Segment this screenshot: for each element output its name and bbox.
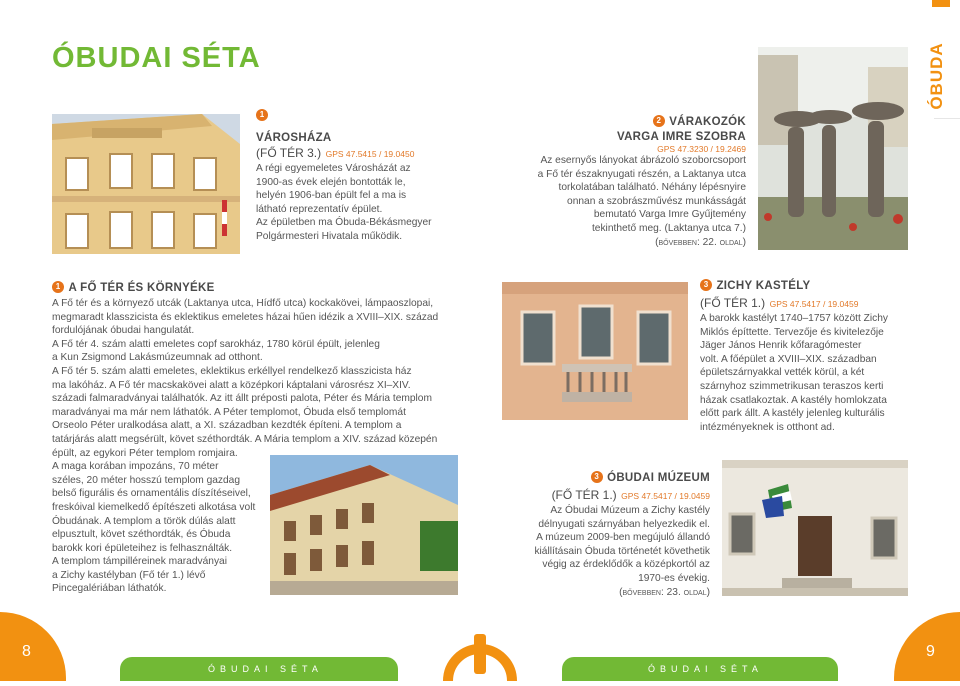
text-line: a Fő tér északnyugati részén, a Laktanya utca — [537, 168, 746, 180]
text-line: Miklós építtette. Tervezője és kivitelezője — [700, 326, 884, 338]
museum-address: (FŐ TÉR 1.) — [551, 488, 617, 502]
zichy-address-row — [700, 294, 910, 312]
text-line: fordulójának óbudai hangulatát. — [52, 325, 195, 337]
text-line: Az esernyős lányokat ábrázoló szoborcsoport — [540, 155, 746, 166]
left-corner — [0, 612, 66, 681]
text-line: széles, 20 méter hosszú templom gazdag — [52, 474, 240, 486]
museum-heading: ÓBUDAI MÚZEUM — [607, 472, 710, 484]
fo-ter-number: 1 — [52, 281, 64, 293]
text-line: A Fő tér 5. szám alatti emeletes, eklektikus erkéllyel rendelkező klasszicista ház — [52, 365, 412, 377]
text-line: Jäger János Henrik kőfaragómester — [700, 340, 862, 352]
page-number-left: 8 — [22, 643, 31, 660]
museum-block — [500, 468, 710, 599]
varakozok-subheading: VARGA IMRE SZOBRA — [616, 131, 746, 143]
text-line: 1970-es évekig. — [638, 572, 710, 584]
city-hall-address-row — [256, 144, 466, 162]
text-line: A Fő tér 4. szám alatti emeletes copf sarokház, 1780 körül épült, jelenleg — [52, 338, 380, 350]
text-line: látható reprezentatív épület. — [256, 203, 383, 215]
text-line: onnan a szobrászművész munkásságát — [567, 195, 746, 207]
text-line: A múzeum 2009-ben megújuló állandó — [536, 532, 710, 544]
page-title: ÓBUDAI SÉTA — [52, 42, 261, 74]
text-line: Az épületben ma Óbuda-Békásmegyer — [256, 217, 432, 229]
museum-address-row — [500, 486, 710, 504]
zichy-block — [700, 276, 910, 434]
text-line: freskóival kiemelkedő építészeti alkotása volt — [52, 501, 256, 513]
text-line: A barokk kastélyt 1740–1757 között Zichy — [700, 313, 889, 324]
text-line: A régi egyemeletes Városházát az — [256, 163, 411, 174]
varakozok-gps: GPS 47.3230 / 19.2469 — [657, 144, 746, 154]
main-square-photo — [270, 455, 458, 595]
varakozok-badge-row — [500, 112, 746, 130]
footer-text-left: ÓBUDAI SÉTA — [208, 664, 323, 674]
text-line: Orseolo Péter uralkodása alatt, a XI. században kezdték építeni. A templom a — [52, 420, 402, 432]
corner-tab — [932, 0, 950, 7]
zichy-heading-row — [700, 276, 910, 294]
text-line: A Fő tér és a környező utcák (Laktanya utca, Hídfő utca) kockakövei, lámpaoszlopai, — [52, 298, 434, 309]
zichy-heading: ZICHY KASTÉLY — [716, 280, 811, 292]
text-line: volt. A főépület a XVIII–XIX. században — [700, 353, 877, 365]
varakozok-number: 2 — [653, 115, 665, 127]
text-line: tekinthető meg. (Laktanya utca 7.) — [591, 222, 746, 234]
text-line: elpusztult, követ széthordták, és Óbuda — [52, 529, 231, 541]
varakozok-block — [500, 112, 746, 249]
text-line: tatárjárás alatt megsérült, követ széthordták. A Mária templom a XIV. század közepén — [52, 433, 438, 445]
text-line: Polgármesteri Hivatala működik. — [256, 230, 403, 242]
museum-number: 3 — [591, 471, 603, 483]
side-rule — [934, 118, 960, 119]
more-link-text: (bővebben: 23. oldal) — [619, 586, 710, 598]
museum-heading-row — [500, 468, 710, 486]
text-line: torkolatában található. Néhány lépésnyire — [558, 182, 746, 194]
zichy-address: (FŐ TÉR 1.) — [700, 296, 766, 310]
text-line: végig az érdeklődők a középkortól az — [542, 559, 710, 571]
city-hall-number: 1 — [256, 109, 268, 121]
varakozok-text — [500, 154, 746, 249]
text-line: előtt park állt. A kastély jelenleg kulturális — [700, 408, 885, 420]
footer-text-right: ÓBUDAI SÉTA — [648, 664, 763, 674]
varakozok-heading: VÁRAKOZÓK — [669, 116, 746, 128]
text-line: belső figurális és ornamentális díszítéseivel, — [52, 488, 251, 500]
city-hall-address: (FŐ TÉR 3.) — [256, 146, 322, 160]
museum-photo — [722, 460, 908, 596]
city-hall-heading-row — [256, 109, 466, 130]
text-line: épült, az egykori Péter templom romjaira. — [52, 447, 238, 459]
museum-text — [500, 504, 710, 599]
text-line: helyén 1906-ban épült fel a ma is — [256, 190, 407, 202]
text-line: maradványai ma már nem láthatók. A Péter templomot, Óbuda első templomát — [52, 406, 406, 418]
text-line: intézményeknek is otthont ad. — [700, 421, 835, 433]
text-line: 1900-as évek elején bontották le, — [256, 176, 406, 188]
text-line: ma lakóház. A Fő tér macskakövei alatt a középkori káptalani városrész XI–XIV. — [52, 379, 411, 391]
center-logo-icon — [440, 628, 520, 681]
text-line: megmaradt klasszicista és eklektikus emeletes házai hűen idézik a XVIII–XIX. század — [52, 311, 439, 323]
text-line: kiállításain Óbuda történetét követhetik — [534, 545, 710, 557]
statues-photo — [758, 47, 908, 250]
text-line: házak csatlakoztak. A kastély homlokzata — [700, 394, 887, 406]
text-line: szárnyhoz szimmetrikusan teraszos kerti — [700, 380, 884, 392]
side-brand-text: ÓBUDA — [927, 42, 946, 110]
text-line: barokk kori épületeihez is felhasználták. — [52, 542, 233, 554]
city-hall-gps: GPS 47.5415 / 19.0450 — [325, 149, 415, 159]
text-line: épületszárnyakkal vették körül, a két — [700, 367, 865, 379]
city-hall-block — [256, 109, 466, 244]
text-line: délnyugati szárnyában helyezkedik el. — [538, 518, 710, 530]
text-line: A templom támpilléreinek maradványai — [52, 556, 227, 568]
fo-ter-heading-row — [52, 278, 452, 296]
text-line: Óbudának. A templom a török dúlás alatt — [52, 515, 236, 527]
zichy-gps: GPS 47.5417 / 19.0459 — [769, 299, 859, 309]
text-line: Pincegalériában láthatók. — [52, 583, 167, 595]
city-hall-heading: VÁROSHÁZA — [256, 132, 332, 144]
zichy-text — [700, 312, 910, 434]
page-number-right: 9 — [926, 643, 935, 660]
text-line: A maga korában impozáns, 70 méter — [52, 461, 219, 473]
text-line: a Zichy kastélyban (Fő tér 1.) lévő — [52, 569, 206, 581]
text-line: a Kun Zsigmond Lakásmúzeumnak ad otthont. — [52, 352, 263, 364]
city-hall-photo — [52, 114, 240, 254]
city-hall-text — [256, 162, 466, 244]
text-line: századi falmaradványai találhatók. Az itt állt préposti palota, Péter és Mária templom — [52, 393, 432, 405]
fo-ter-heading: A FŐ TÉR ÉS KÖRNYÉKE — [68, 282, 215, 294]
more-link-text: (bővebben: 22. oldal) — [655, 236, 746, 248]
balcony-photo — [502, 282, 688, 420]
zichy-number: 3 — [700, 279, 712, 291]
text-line: Az Óbudai Múzeum a Zichy kastély — [550, 505, 710, 516]
museum-gps: GPS 47.5417 / 19.0459 — [621, 491, 710, 501]
side-brand — [916, 40, 956, 120]
text-line: bemutató Varga Imre Gyűjtemény — [593, 209, 746, 221]
